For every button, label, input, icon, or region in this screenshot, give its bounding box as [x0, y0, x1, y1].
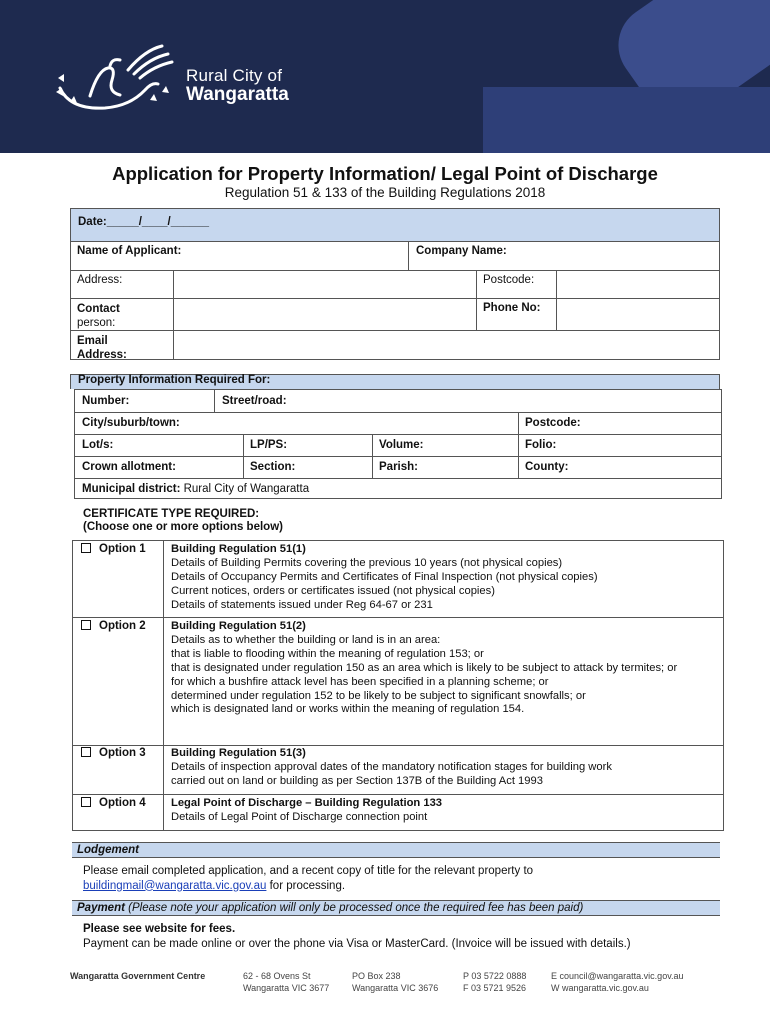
lodgement-text-1: Please email completed application, and a recent copy of title for the relevant property to	[83, 865, 534, 877]
email-label-line2: Address:	[77, 349, 127, 361]
lodgement-heading: Lodgement	[77, 844, 139, 856]
checkbox-icon	[81, 543, 91, 553]
municipal-district-value: Rural City of Wangaratta	[183, 483, 310, 495]
option-2-line: determined under regulation 152 to be likely to be subject to significant snowfalls; or	[171, 689, 586, 702]
footer-phone-fax	[463, 970, 526, 994]
property-heading: Property Information Required For:	[78, 374, 271, 386]
property-table	[74, 389, 722, 499]
footer-po-2: Wangaratta VIC 3676	[352, 983, 439, 993]
property-postcode-label: Postcode:	[525, 417, 581, 429]
checkbox-icon	[81, 620, 91, 630]
payment-heading-bar	[72, 900, 720, 916]
street-road-label: Street/road:	[222, 395, 287, 407]
option-4-title: Legal Point of Discharge – Building Regulation 133	[171, 797, 443, 809]
lodgement-text-2: for processing.	[266, 879, 346, 892]
option-2-line: that is liable to flooding within the meaning of regulation 153; or	[171, 647, 484, 660]
footer-addr-1: 62 - 68 Ovens St	[243, 971, 311, 981]
form-subtitle: Regulation 51 & 133 of the Building Regulations 2018	[224, 185, 546, 200]
option-3-title: Building Regulation 51(3)	[171, 747, 306, 759]
footer-email[interactable]: E council@wangaratta.vic.gov.au	[551, 971, 684, 981]
footer-web[interactable]: W wangaratta.vic.gov.au	[551, 983, 649, 993]
email-label-line1: Email	[77, 335, 108, 347]
lodgement-heading-bar	[72, 842, 720, 858]
lots-label: Lot/s:	[82, 439, 114, 451]
brand-line-1: Rural City of	[186, 66, 283, 85]
folio-label: Folio:	[525, 439, 557, 451]
volume-label: Volume:	[379, 439, 424, 451]
footer-addr-2: Wangaratta VIC 3677	[243, 983, 330, 993]
phone-no-label: Phone No:	[483, 302, 541, 314]
lodgement-text	[83, 864, 533, 893]
footer-street-address	[243, 970, 329, 994]
option-3-line: Details of inspection approval dates of the mandatory notification stages for building work carried out on land or building as per Section 137B of the Building Act 1993	[171, 760, 612, 787]
option-2-details	[171, 620, 717, 717]
option-1-details	[171, 543, 717, 613]
payment-line-1: Please see website for fees.	[83, 923, 236, 935]
option-2-line: that is designated under regulation 150 as an area which is likely to be subject to attack by termites; or	[171, 661, 678, 674]
option-1-line: Details of Occupancy Permits and Certificates of Final Inspection (not physical copies)	[171, 570, 598, 583]
payment-note: (Please note your application will only be processed once the required fee has been paid)	[128, 902, 584, 914]
contact-person-label	[72, 300, 125, 332]
option-2-checkbox[interactable]	[81, 620, 146, 632]
footer-fax: F 03 5721 9526	[463, 983, 527, 993]
lp-ps-label: LP/PS:	[250, 439, 288, 451]
footer-po-box	[352, 970, 438, 994]
date-row	[70, 208, 720, 241]
option-2-line: which is designated land or works within the meaning of regulation 154.	[171, 703, 525, 716]
option-3-details	[171, 747, 623, 789]
date-field[interactable]: Date:_____/____/______	[78, 216, 210, 228]
council-logo-icon	[50, 40, 180, 120]
option-1-label: Option 1	[99, 543, 146, 555]
address-label: Address:	[77, 274, 123, 286]
email-address-label	[72, 332, 132, 364]
name-of-applicant-label: Name of Applicant:	[77, 245, 182, 257]
parish-label: Parish:	[379, 461, 418, 473]
checkbox-icon	[81, 797, 91, 807]
footer-centre-name: Wangaratta Government Centre	[70, 971, 206, 981]
checkbox-icon	[81, 747, 91, 757]
option-1-checkbox[interactable]	[81, 543, 146, 555]
option-3-label: Option 3	[99, 747, 146, 759]
option-2-line: for which a bushfire attack level has been specified in a planning scheme; or	[171, 675, 549, 688]
municipal-district-row	[77, 481, 314, 497]
county-label: County:	[525, 461, 569, 473]
payment-heading: Payment	[77, 902, 125, 914]
page-header	[0, 0, 770, 153]
option-4-checkbox[interactable]	[81, 797, 146, 809]
payment-text	[83, 922, 631, 951]
brand-line-2: Wangaratta	[186, 84, 289, 105]
option-1-line: Current notices, orders or certificates issued (not physical copies)	[171, 584, 495, 597]
footer-phone: P 03 5722 0888	[463, 971, 527, 981]
certificate-options-table	[72, 540, 724, 831]
applicant-table	[70, 241, 720, 360]
certificate-subheading: (Choose one or more options below)	[83, 521, 283, 533]
option-4-details	[171, 797, 717, 825]
header-accent-block	[483, 87, 770, 153]
option-1-line: Details of statements issued under Reg 64-67 or 231	[171, 598, 433, 611]
option-4-label: Option 4	[99, 797, 146, 809]
footer-contact	[551, 970, 684, 994]
city-suburb-label: City/suburb/town:	[82, 417, 180, 429]
company-name-label: Company Name:	[416, 245, 507, 257]
option-3-checkbox[interactable]	[81, 747, 146, 759]
number-label: Number:	[82, 395, 130, 407]
crown-allotment-label: Crown allotment:	[82, 461, 176, 473]
contact-label-line1: Contact	[77, 303, 120, 315]
option-1-line: Details of Building Permits covering the previous 10 years (not physical copies)	[171, 556, 563, 569]
option-1-title: Building Regulation 51(1)	[171, 543, 306, 555]
section-label: Section:	[250, 461, 296, 473]
option-2-title: Building Regulation 51(2)	[171, 620, 306, 632]
contact-label-line2: person:	[77, 317, 116, 329]
option-2-line: Details as to whether the building or land is in an area:	[171, 633, 441, 646]
address-postcode-label: Postcode:	[483, 274, 535, 286]
lodgement-email-link[interactable]: buildingmail@wangaratta.vic.gov.au	[83, 879, 267, 892]
property-heading-row	[70, 374, 720, 389]
certificate-heading: CERTIFICATE TYPE REQUIRED:	[83, 508, 260, 520]
form-title: Application for Property Information/ Legal Point of Discharge	[112, 163, 658, 184]
option-2-label: Option 2	[99, 620, 146, 632]
footer-po-1: PO Box 238	[352, 971, 401, 981]
payment-line-2: Payment can be made online or over the phone via Visa or MasterCard. (Invoice will be issued with details.)	[83, 937, 631, 950]
municipal-district-label: Municipal district:	[82, 483, 181, 495]
option-4-line: Details of Legal Point of Discharge connection point	[171, 810, 428, 823]
